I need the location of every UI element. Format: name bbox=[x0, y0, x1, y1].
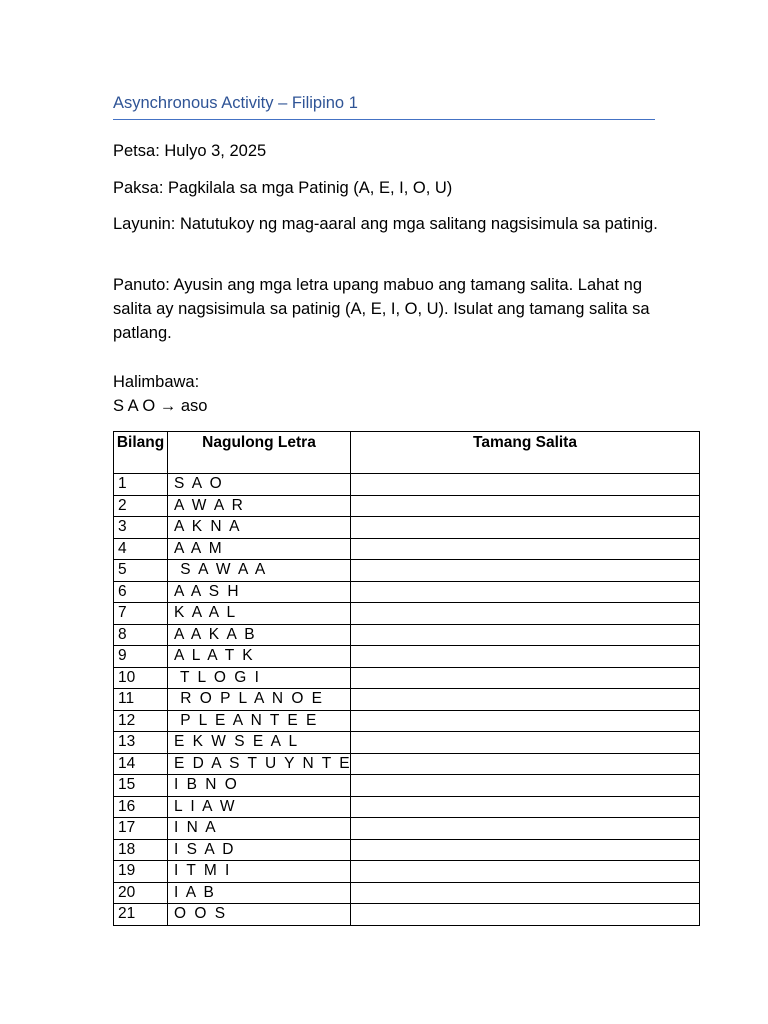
answer-blank[interactable] bbox=[351, 667, 700, 689]
example-label: Halimbawa: bbox=[113, 373, 200, 391]
scrambled-letters: S A O bbox=[168, 474, 351, 496]
answer-blank[interactable] bbox=[351, 517, 700, 539]
row-number: 19 bbox=[114, 861, 168, 883]
header-correct-word: Tamang Salita bbox=[351, 432, 700, 474]
table-row bbox=[114, 646, 700, 668]
scrambled-letters: I T M I bbox=[168, 861, 351, 883]
table-row bbox=[114, 861, 700, 883]
answer-blank[interactable] bbox=[351, 732, 700, 754]
row-number: 13 bbox=[114, 732, 168, 754]
table-row bbox=[114, 753, 700, 775]
answer-blank[interactable] bbox=[351, 904, 700, 926]
row-number: 14 bbox=[114, 753, 168, 775]
topic-line: Paksa: Pagkilala sa mga Patinig (A, E, I, O, U) bbox=[113, 179, 453, 197]
scrambled-letters: P L E A N T E E bbox=[168, 710, 351, 732]
row-number: 7 bbox=[114, 603, 168, 625]
row-number: 8 bbox=[114, 624, 168, 646]
scrambled-letters: T L O G I bbox=[168, 667, 351, 689]
row-number: 1 bbox=[114, 474, 168, 496]
example-text: S A O → aso bbox=[113, 397, 208, 415]
scrambled-letters: I A B bbox=[168, 882, 351, 904]
scrambled-words-table bbox=[113, 431, 700, 926]
table-row bbox=[114, 560, 700, 582]
row-number: 15 bbox=[114, 775, 168, 797]
row-number: 17 bbox=[114, 818, 168, 840]
header-scrambled-letters: Nagulong Letra bbox=[168, 432, 351, 474]
scrambled-letters: R O P L A N O E bbox=[168, 689, 351, 711]
table-row bbox=[114, 624, 700, 646]
scrambled-letters: I B N O bbox=[168, 775, 351, 797]
row-number: 3 bbox=[114, 517, 168, 539]
answer-blank[interactable] bbox=[351, 560, 700, 582]
answer-blank[interactable] bbox=[351, 624, 700, 646]
row-number: 12 bbox=[114, 710, 168, 732]
answer-blank[interactable] bbox=[351, 710, 700, 732]
answer-blank[interactable] bbox=[351, 861, 700, 883]
table-row bbox=[114, 775, 700, 797]
answer-blank[interactable] bbox=[351, 474, 700, 496]
row-number: 21 bbox=[114, 904, 168, 926]
scrambled-letters: O O S bbox=[168, 904, 351, 926]
answer-blank[interactable] bbox=[351, 538, 700, 560]
instructions-line: Panuto: Ayusin ang mga letra upang mabuo ang tamang salita. Lahat ng salita ay nagsisimula sa patinig (A, E, I, O, U). Isulat ang tamang salita sa patlang. bbox=[113, 276, 650, 342]
table-row bbox=[114, 710, 700, 732]
table-row bbox=[114, 517, 700, 539]
table-row bbox=[114, 732, 700, 754]
row-number: 5 bbox=[114, 560, 168, 582]
scrambled-letters: I N A bbox=[168, 818, 351, 840]
answer-blank[interactable] bbox=[351, 495, 700, 517]
scrambled-letters: K A A L bbox=[168, 603, 351, 625]
row-number: 4 bbox=[114, 538, 168, 560]
scrambled-letters: A L A T K bbox=[168, 646, 351, 668]
scrambled-letters: L I A W bbox=[168, 796, 351, 818]
header-number: Bilang bbox=[114, 432, 168, 474]
scrambled-letters: A A K A B bbox=[168, 624, 351, 646]
table-row bbox=[114, 904, 700, 926]
scrambled-letters: A K N A bbox=[168, 517, 351, 539]
row-number: 11 bbox=[114, 689, 168, 711]
answer-blank[interactable] bbox=[351, 839, 700, 861]
row-number: 2 bbox=[114, 495, 168, 517]
table-row bbox=[114, 603, 700, 625]
table-row bbox=[114, 538, 700, 560]
answer-blank[interactable] bbox=[351, 775, 700, 797]
objective-line: Layunin: Natutukoy ng mag-aaral ang mga salitang nagsisimula sa patinig. bbox=[113, 215, 658, 233]
scrambled-letters: A W A R bbox=[168, 495, 351, 517]
table-header-row bbox=[114, 432, 700, 474]
row-number: 16 bbox=[114, 796, 168, 818]
row-number: 18 bbox=[114, 839, 168, 861]
scrambled-letters: E D A S T U Y N T E bbox=[168, 753, 351, 775]
answer-blank[interactable] bbox=[351, 581, 700, 603]
row-number: 20 bbox=[114, 882, 168, 904]
row-number: 6 bbox=[114, 581, 168, 603]
table-row bbox=[114, 839, 700, 861]
answer-blank[interactable] bbox=[351, 689, 700, 711]
row-number: 9 bbox=[114, 646, 168, 668]
table-row bbox=[114, 667, 700, 689]
table-row bbox=[114, 882, 700, 904]
answer-blank[interactable] bbox=[351, 603, 700, 625]
table-row bbox=[114, 689, 700, 711]
scrambled-letters: I S A D bbox=[168, 839, 351, 861]
row-number: 10 bbox=[114, 667, 168, 689]
document-heading: Asynchronous Activity – Filipino 1 bbox=[113, 94, 655, 120]
table-row bbox=[114, 818, 700, 840]
table-row bbox=[114, 474, 700, 496]
scrambled-letters: E K W S E A L bbox=[168, 732, 351, 754]
answer-blank[interactable] bbox=[351, 646, 700, 668]
date-line: Petsa: Hulyo 3, 2025 bbox=[113, 142, 267, 160]
table-row bbox=[114, 796, 700, 818]
table-row bbox=[114, 495, 700, 517]
scrambled-letters: A A S H bbox=[168, 581, 351, 603]
table-row bbox=[114, 581, 700, 603]
answer-blank[interactable] bbox=[351, 882, 700, 904]
scrambled-letters: A A M bbox=[168, 538, 351, 560]
answer-blank[interactable] bbox=[351, 753, 700, 775]
scrambled-letters: S A W A A bbox=[168, 560, 351, 582]
answer-blank[interactable] bbox=[351, 796, 700, 818]
answer-blank[interactable] bbox=[351, 818, 700, 840]
